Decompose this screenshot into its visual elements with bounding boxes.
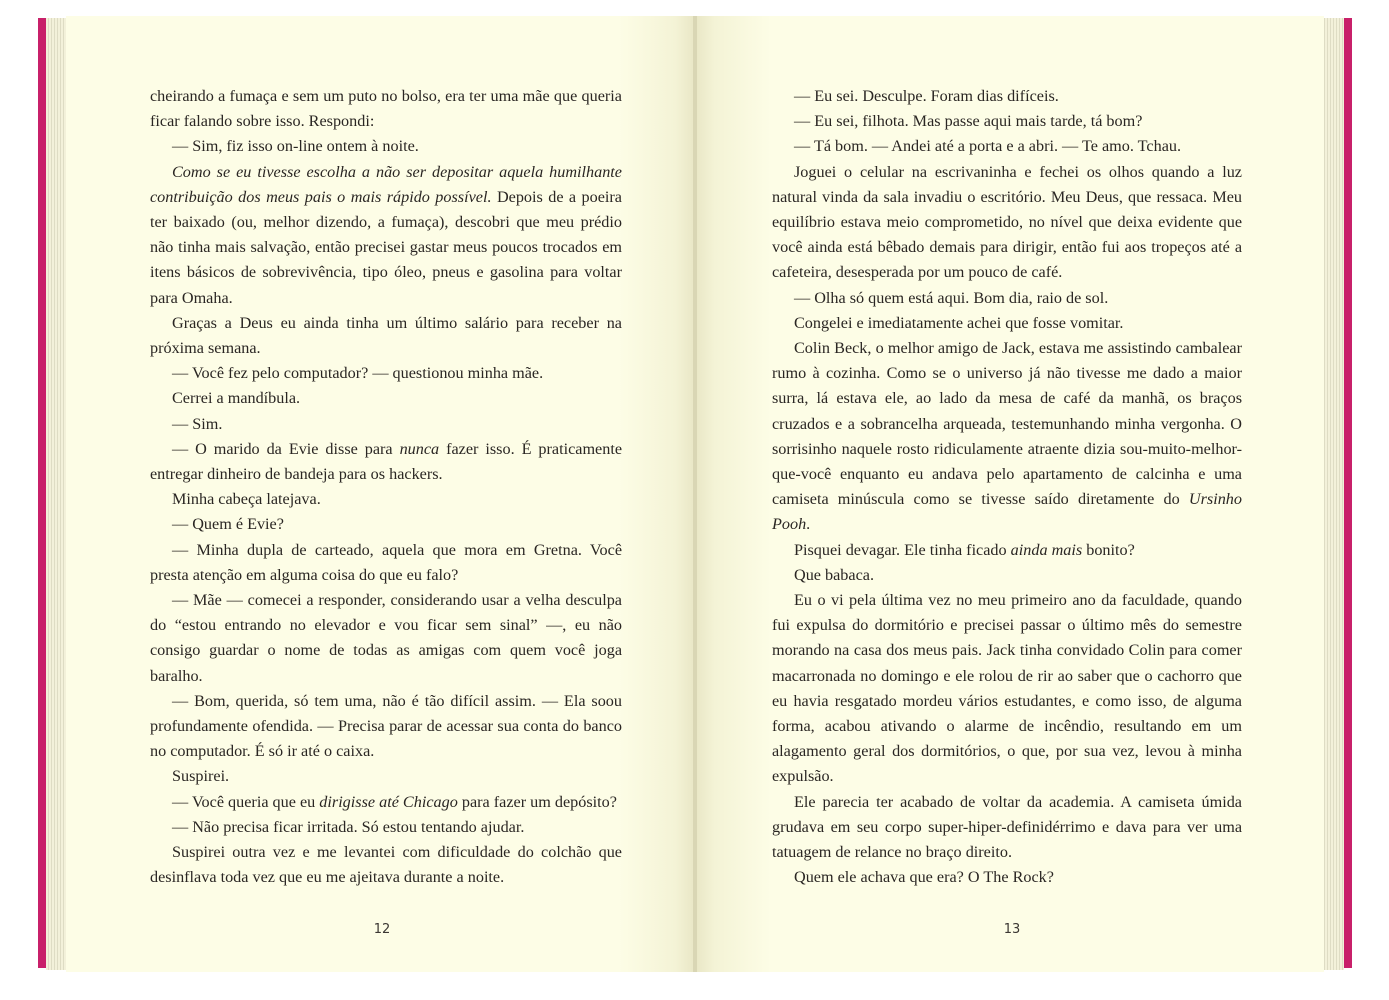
paragraph [772, 134, 1242, 159]
book-gutter [693, 16, 697, 972]
text-run: fazer isso. É praticamente entregar dinheiro de bandeja para os hackers. [150, 439, 622, 484]
page-number-right: 13 [1003, 922, 1021, 937]
text-run: — Mãe — comecei a responder, considerando usar a velha desculpa do “estou entrando no elevador e vou ficar sem sinal” —, eu não consigo guardar o nome de todas as amigas com quem você joga baralho. [150, 591, 622, 685]
page-number-left: 12 [373, 922, 391, 937]
book-cover-edge-right [1344, 18, 1352, 968]
paragraph [772, 538, 1242, 563]
text-run: Suspirei outra vez e me levantei com dificuldade do colchão que desinflava toda vez que eu me ajeitava durante a noite. [150, 843, 622, 887]
text-run: — Sim. [172, 414, 223, 433]
text-run: para fazer um depósito? [457, 792, 617, 811]
text-run: Minha cabeça latejava. [172, 490, 321, 509]
paragraph [150, 538, 622, 588]
italic-text: ainda mais [1010, 540, 1083, 559]
text-run: — O marido da Evie disse para [172, 439, 400, 458]
paragraph [150, 134, 622, 159]
text-run: Cerrei a mandíbula. [172, 389, 301, 408]
text-run: Ele parecia ter acabado de voltar da academia. A camiseta úmida grudava em seu corpo super-hiper-definidérrimo e dava para ver uma tatuagem de relance no braço direito. [772, 792, 1242, 862]
text-run: Depois de a poeira ter baixado (ou, melhor dizendo, a fumaça), descobri que meu prédio não tinha mais salvação, então precisei gastar meus poucos trocados em itens básicos de sobrevivência, tipo óleo, pneus e gasolina para voltar para Omaha. [150, 187, 622, 307]
text-run: cheirando a fumaça e sem um puto no bolso, era ter uma mãe que queria ficar falando sobre isso. Respondi: [150, 87, 622, 131]
paragraph [150, 840, 622, 890]
paragraph [150, 512, 622, 537]
paragraph [772, 563, 1242, 588]
page-stack-left [46, 18, 68, 970]
paragraph [150, 84, 622, 134]
text-run: — Tá bom. — Andei até a porta e a abri. — Te amo. Tchau. [794, 137, 1182, 156]
paragraph [772, 160, 1242, 286]
text-run: Colin Beck, o melhor amigo de Jack, estava me assistindo cambalear rumo à cozinha. Como se o universo já não tivesse me dado a maior surra, lá estava ele, ao lado da mesa de café da manhã, os braços cruzados e a sobrancelha arqueada, testemunhando minha vergonha. O sorrisinho naquele rosto ridiculamente atraente dizia sou-muito-melhor-que-você enquanto eu andava pelo apartamento de calcinha e uma camiseta minúscula como se tivesse saído diretamente do [772, 339, 1242, 509]
left-page [66, 16, 694, 972]
italic-text: nunca [399, 439, 440, 458]
paragraph [150, 815, 622, 840]
italic-text: Ursinho Pooh [772, 490, 1242, 534]
paragraph [150, 437, 622, 487]
text-run: — Minha dupla de carteado, aquela que mora em Gretna. Você presta atenção em alguma coisa do que eu falo? [150, 540, 622, 584]
paragraph [150, 487, 622, 512]
paragraph [150, 764, 622, 789]
text-run: . [806, 515, 811, 534]
text-run: — Sim, fiz isso on-line ontem à noite. [172, 137, 419, 156]
text-run: — Eu sei. Desculpe. Foram dias difíceis. [794, 87, 1059, 105]
right-page [696, 16, 1324, 972]
paragraph [772, 311, 1242, 336]
page-stack-right [1322, 18, 1344, 970]
paragraph [150, 361, 622, 386]
book-cover-edge-left [38, 18, 46, 968]
paragraph [772, 109, 1242, 134]
left-page-text [150, 84, 622, 891]
text-run: — Bom, querida, só tem uma, não é tão difícil assim. — Ela soou profundamente ofendida. — Precisa parar de acessar sua conta do banco no computador. É só ir até o caixa. [150, 691, 622, 761]
paragraph [150, 160, 622, 311]
text-run: Suspirei. [172, 767, 230, 786]
text-run: Joguei o celular na escrivaninha e fechei os olhos quando a luz natural vinda da sala invadiu o escritório. Meu Deus, que ressaca. Meu equilíbrio estava meio comprometido, no nível que deixa evidente que você ainda está bêbado demais para dirigir, então fui aos tropeços até a cafeteira, desesperada por um pouco de café. [772, 162, 1242, 282]
paragraph [150, 311, 622, 361]
italic-text: dirigisse até Chicago [319, 792, 458, 811]
text-run: — Não precisa ficar irritada. Só estou tentando ajudar. [172, 817, 525, 836]
paragraph [772, 84, 1242, 109]
paragraph [150, 588, 622, 689]
paragraph [150, 386, 622, 411]
italic-text: Como se eu tivesse escolha a não ser depositar aquela humilhante contribuição dos meus pais o mais rápido possível. [150, 162, 622, 206]
text-run: Graças a Deus eu ainda tinha um último salário para receber na próxima semana. [150, 313, 622, 358]
paragraph [150, 790, 622, 815]
text-run: — Você fez pelo computador? — questionou minha mãe. [172, 364, 544, 383]
paragraph [772, 286, 1242, 311]
text-run: — Quem é Evie? [172, 515, 284, 534]
text-run: Que babaca. [794, 565, 874, 584]
text-run: Congelei e imediatamente achei que fosse vomitar. [794, 313, 1124, 332]
paragraph [772, 865, 1242, 890]
paragraph [772, 790, 1242, 866]
text-run: bonito? [1082, 540, 1135, 559]
paragraph [772, 588, 1242, 790]
text-run: Quem ele achava que era? O The Rock? [794, 868, 1054, 887]
right-page-text [772, 84, 1242, 891]
text-run: Eu o vi pela última vez no meu primeiro ano da faculdade, quando fui expulsa do dormitório e precisei passar o último mês do semestre morando na casa dos meus pais. Jack tinha convidado Colin para comer macarronada no domingo e ele rolou de rir ao saber que o cachorro que eu havia resgatado mordeu vários estudantes, e como isso, de alguma forma, acabou ativando o alarme de incêndio, resultando em um alagamento geral dos dormitórios, o que, por sua vez, levou à minha expulsão. [772, 591, 1242, 786]
paragraph [150, 689, 622, 765]
text-run: — Olha só quem está aqui. Bom dia, raio de sol. [794, 288, 1109, 307]
text-run: — Eu sei, filhota. Mas passe aqui mais tarde, tá bom? [794, 112, 1143, 131]
paragraph [150, 412, 622, 437]
text-run: Pisquei devagar. Ele tinha ficado [794, 540, 1011, 559]
paragraph [772, 336, 1242, 538]
text-run: — Você queria que eu [172, 792, 320, 811]
